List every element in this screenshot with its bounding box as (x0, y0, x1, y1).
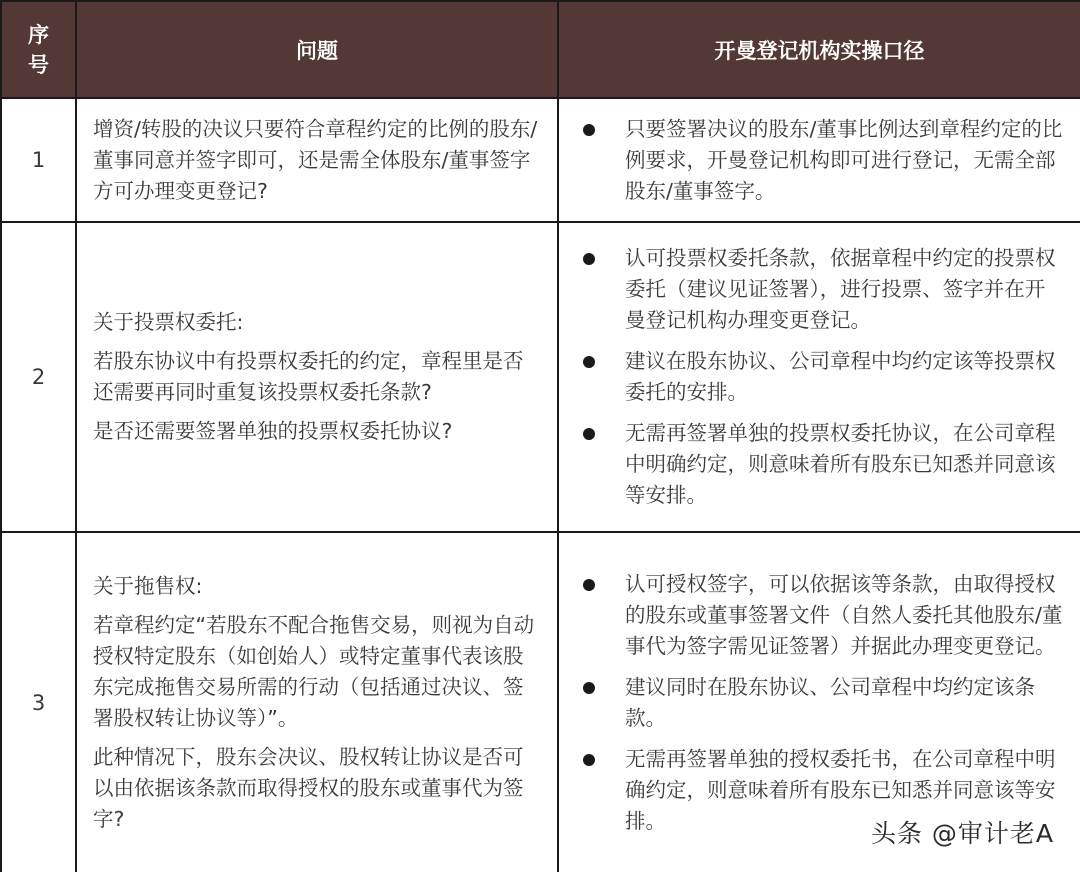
question-cell (76, 222, 558, 532)
header-question: 问题 (76, 1, 558, 98)
question-cell (76, 532, 558, 872)
bullet-icon (583, 253, 595, 265)
answer-cell (558, 98, 1080, 222)
row-number: 3 (1, 532, 76, 872)
header-serial-line1: 序 (28, 22, 49, 47)
answer-text: 无需再签署单独的投票权委托协议，在公司章程中明确约定，则意味着所有股东已知悉并同意该等安排。 (625, 421, 1056, 507)
question-cell (76, 98, 558, 222)
table-row (1, 98, 1080, 222)
watermark: 头条 @审计老A (870, 819, 1054, 848)
question-paragraph: 关于投票权委托: (93, 310, 244, 334)
table-row (1, 222, 1080, 532)
answer-text: 认可投票权委托条款，依据章程中约定的投票权委托（建议见证签署），进行投票、签字并在开曼登记机构办理变更登记。 (625, 246, 1056, 332)
answer-list (573, 114, 1064, 207)
answer-text: 建议在股东协议、公司章程中均约定该等投票权委托的安排。 (625, 349, 1056, 404)
question-paragraph: 关于拖售权: (93, 573, 203, 598)
answer-list (573, 569, 1064, 837)
bullet-icon (583, 356, 595, 368)
answer-cell (558, 222, 1080, 532)
answer-text: 无需再签署单独的授权委托书，在公司章程中明确约定，则意味着所有股东已知悉并同意该等安排。 (625, 746, 1056, 833)
question-paragraph: 此种情况下，股东会决议、股权转让协议是否可以由依据该条款而取得授权的股东或董事代为签字? (93, 744, 524, 831)
bullet-icon (583, 428, 595, 440)
answer-item (573, 346, 1064, 408)
bullet-icon (583, 682, 595, 694)
answer-item (573, 114, 1064, 207)
answer-text: 建议同时在股东协议、公司章程中均约定该条款。 (625, 674, 1035, 730)
answer-item (573, 243, 1064, 336)
answer-text: 只要签署决议的股东/董事比例达到章程约定的比例要求，开曼登记机构即可进行登记，无需全部股东/董事签字。 (625, 116, 1063, 203)
bullet-icon (583, 124, 595, 136)
question-paragraph: 若股东协议中有投票权委托的约定，章程里是否还需要再同时重复该投票权委托条款? (93, 349, 524, 404)
answer-item (573, 418, 1064, 511)
question-paragraph: 增资/转股的决议只要符合章程约定的比例的股东/董事同意并签字即可，还是需全体股东/董事签字方可办理变更登记? (93, 116, 538, 203)
answer-text: 认可授权签字，可以依据该等条款，由取得授权的股东或董事签署文件（自然人委托其他股东/董事代为签字需见证签署）并据此办理变更登记。 (625, 571, 1063, 658)
answer-item (573, 569, 1064, 662)
header-serial-number (1, 1, 76, 98)
header-answer: 开曼登记机构实操口径 (558, 1, 1080, 98)
question-paragraph: 是否还需要签署单独的投票权委托协议? (93, 419, 453, 443)
bullet-icon (583, 579, 595, 591)
row-number: 1 (1, 98, 76, 222)
question-paragraph: 若章程约定“若股东不配合拖售交易，则视为自动授权特定股东（如创始人）或特定董事代表该股东完成拖售交易所需的行动（包括通过决议、签署股权转让协议等）”。 (93, 612, 535, 730)
header-row (1, 1, 1080, 98)
bullet-icon (583, 754, 595, 766)
answer-item (573, 672, 1064, 734)
row-number: 2 (1, 222, 76, 532)
answer-list (573, 243, 1064, 511)
header-serial-line2: 号 (28, 52, 49, 77)
